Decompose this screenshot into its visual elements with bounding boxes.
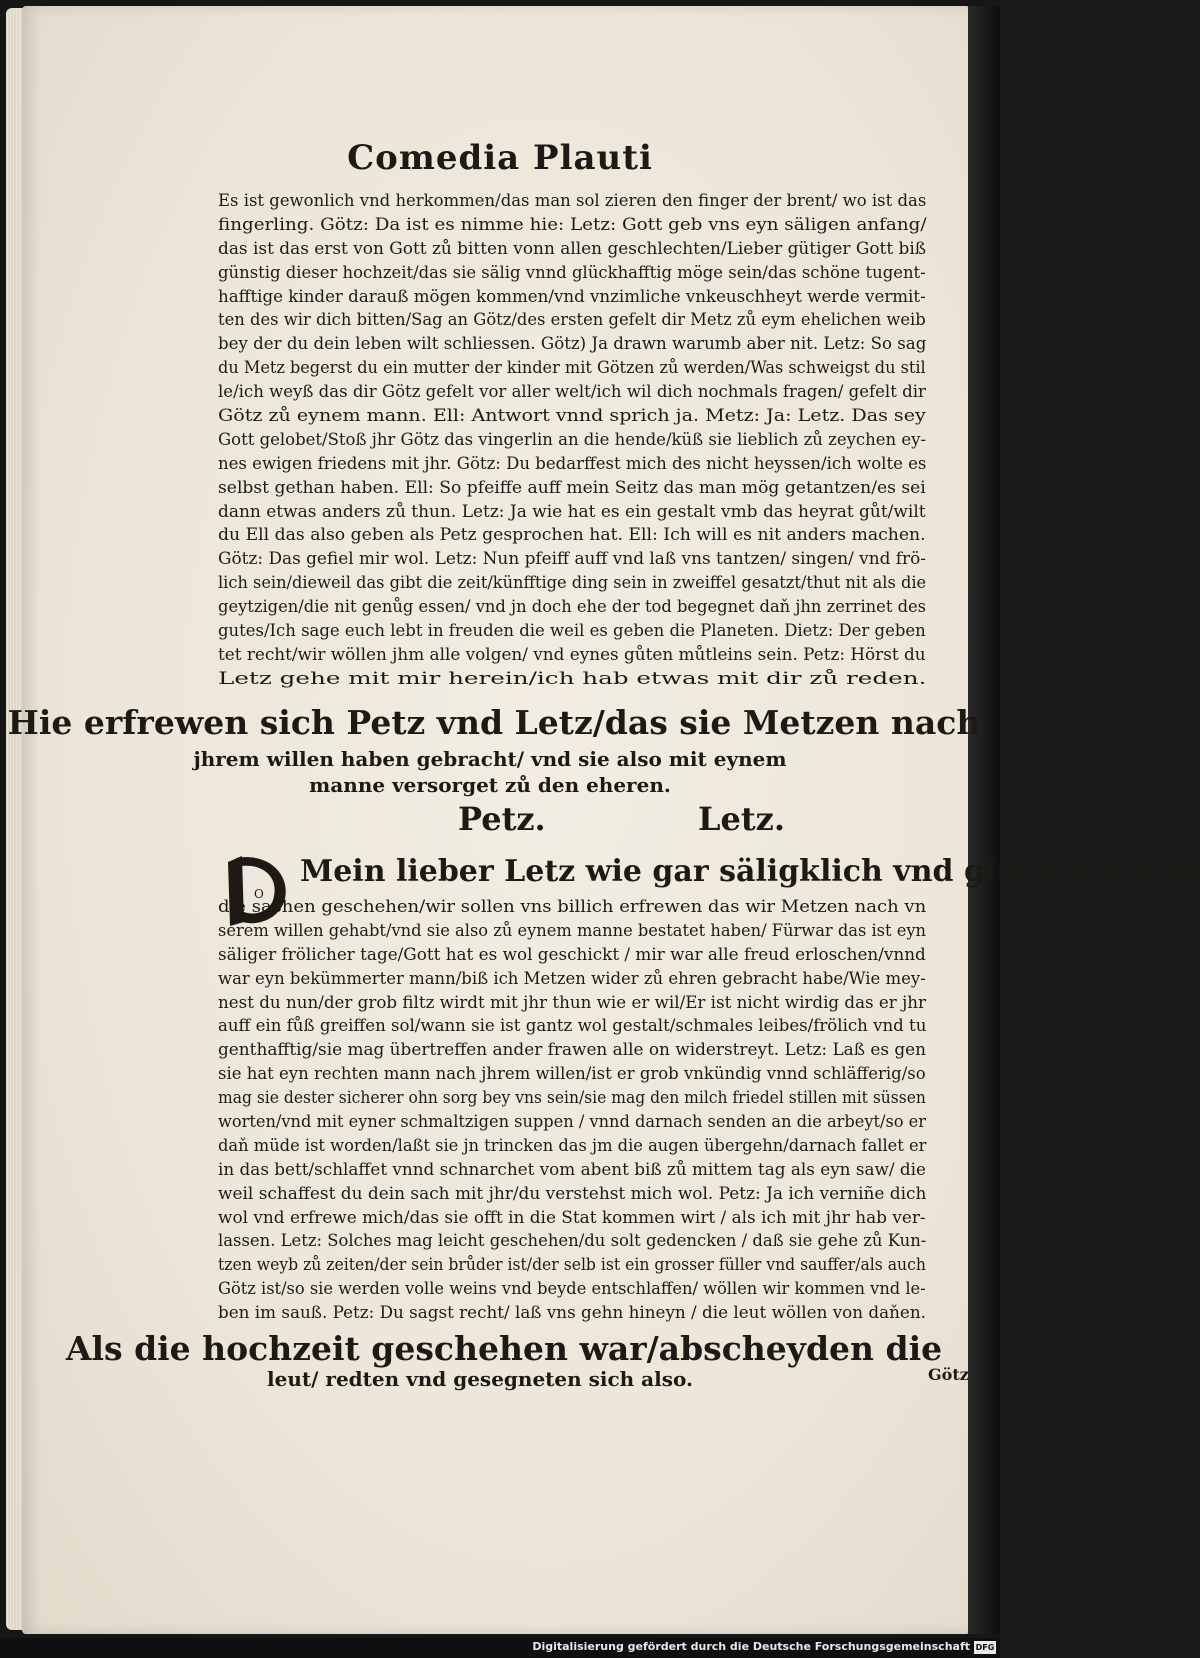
speaker-line bbox=[0, 800, 1000, 840]
text-line: war eyn bekümmerter mann/biß ich Metzen wider zů ehren gebracht habe/Wie mey- bbox=[218, 968, 926, 989]
text-line: nes ewigen friedens mit jhr. Götz: Du bedarffest mich des nicht heyssen/ich wolte es bbox=[218, 453, 927, 474]
paragraph-1 bbox=[218, 190, 926, 692]
text-line: ben im sauß. Petz: Du sagst recht/ laß vns gehn hineyn / die leut wöllen von daňen. bbox=[218, 1303, 926, 1324]
text-line: Gott gelobet/Stoß jhr Götz das vingerlin an die hende/küß sie lieblich zů zeychen ey- bbox=[218, 429, 927, 450]
text-line: dann etwas anders zů thun. Letz: Ja wie hat es ein gestalt vmb das heyrat gůt/wilt bbox=[218, 501, 926, 522]
section-heading-1-sub-line-2: manne versorget zů den eheren. bbox=[309, 773, 671, 797]
text-line: Es ist gewonlich vnd herkommen/das man sol zieren den finger der brent/ wo ist das bbox=[218, 191, 927, 211]
text-line: serem willen gehabt/vnd sie also zů eynem manne bestatet haben/ Fürwar das ist eyn bbox=[218, 920, 927, 941]
footer-bar bbox=[0, 1638, 1000, 1658]
text-line: Götz ist/so sie werden volle weins vnd beyde entschlaffen/ wöllen wir kommen vnd le- bbox=[218, 1279, 926, 1300]
text-line: Götz zů eynem mann. Ell: Antwort vnnd sprich ja. Metz: Ja: Letz. Das sey bbox=[218, 406, 926, 427]
text-line: genthafftig/sie mag übertreffen ander frawen alle on widerstreyt. Letz: Laß es gen bbox=[218, 1040, 927, 1061]
text-line: ten des wir dich bitten/Sag an Götz/des ersten gefelt dir Metz zů eym ehelichen weib bbox=[218, 310, 926, 331]
speaker-petz: Petz. bbox=[458, 800, 546, 838]
text-line: Götz: Das gefiel mir wol. Letz: Nun pfeiff auff vnd laß vns tantzen/ singen/ vnd frö- bbox=[218, 549, 927, 570]
first-line-large: Mein lieber Letz wie gar säligklich vnd glücklich sein bbox=[300, 854, 1200, 889]
text-line: lich sein/dieweil das gibt die zeit/künfftige ding sein in zweiffel gesatzt/thut nit als die bbox=[218, 573, 927, 594]
text-line: nest du nun/der grob filtz wirdt mit jhr thun wie er wil/Er ist nicht wirdig das er jhr bbox=[218, 992, 926, 1013]
text-line: lassen. Letz: Solches mag leicht geschehen/du solt gedencken / daß sie gehe zů Kun- bbox=[218, 1231, 927, 1252]
text-line: günstig dieser hochzeit/das sie sälig vnnd glückhafftig möge sein/das schöne tugent- bbox=[218, 262, 926, 283]
text-line: le/ich weyß das dir Götz gefelt vor aller welt/ich wil dich nochmals fragen/ gefelt dir bbox=[218, 382, 926, 403]
text-line: bey der du dein leben wilt schliessen. Götz) Ja drawn warumb aber nit. Letz: So sag bbox=[218, 334, 927, 355]
catchword: Götz bbox=[928, 1365, 969, 1384]
section-heading-1-sub-line-1: jhrem willen haben gebracht/ vnd sie also mit eynem bbox=[193, 747, 787, 771]
text-line: gutes/Ich sage euch lebt in freuden die weil es geben die Planeten. Dietz: Der geben bbox=[218, 621, 926, 642]
text-line: geytzigen/die nit genůg essen/ vnd jn doch ehe der tod begegnet daň jhn zerrinet des bbox=[218, 597, 927, 618]
text-line: mag sie dester sicherer ohn sorg bey vns sein/sie mag den milch friedel stillen mit süssen bbox=[218, 1088, 926, 1109]
text-line: hafftige kinder darauß mögen kommen/vnd vnzimliche vnkeuschheyt werde vermit- bbox=[218, 286, 926, 307]
section-heading-2-sub: leut/ redten vnd gesegneten sich also. bbox=[267, 1367, 693, 1391]
section-heading-2: Als die hochzeit geschehen war/abscheyden die bbox=[65, 1329, 943, 1368]
text-line: du Ell das also geben als Petz gesprochen hat. Ell: Ich will es nit anders machen. bbox=[218, 525, 926, 546]
section-heading-1: Hie erfrewen sich Petz vnd Letz/das sie Metzen nach bbox=[7, 703, 981, 742]
initial-letter-text: O bbox=[254, 887, 264, 901]
paragraph-2 bbox=[218, 896, 926, 1326]
text-line: die sachen geschehen/wir sollen vns billich erfrewen das wir Metzen nach vn bbox=[218, 897, 927, 917]
text-line: fingerling. Götz: Da ist es nimme hie: Letz: Gott geb vns eyn säligen anfang/ bbox=[218, 214, 927, 235]
text-line: wol vnd erfrewe mich/das sie offt in die Stat kommen wirt / als ich mit jhr hab ver- bbox=[218, 1207, 926, 1228]
text-line: das ist das erst von Gott zů bitten vonn allen geschlechten/Lieber gütiger Gott biß bbox=[218, 238, 927, 259]
running-head: Comedia Plauti bbox=[347, 138, 653, 178]
text-line: selbst gethan haben. Ell: So pfeiffe auff mein Seitz das man mög getantzen/es sei bbox=[218, 477, 926, 498]
text-line: auff ein fůß greiffen sol/wann sie ist gantz wol gestalt/schmales leibes/frölich vnd tu bbox=[218, 1016, 927, 1037]
text-line: tet recht/wir wöllen jhm alle volgen/ vnd eynes gůten můtleins sein. Petz: Hörst du bbox=[218, 644, 926, 665]
speaker-letz: Letz. bbox=[698, 800, 785, 838]
dfg-logo-icon: DFG bbox=[975, 1643, 995, 1652]
funding-credit: Digitalisierung gefördert durch die Deutsche Forschungsgemeinschaft bbox=[532, 1640, 970, 1653]
text-line: sie hat eyn rechten mann nach jhrem willen/ist er grob vnkündig vnnd schläfferig/so bbox=[218, 1064, 926, 1085]
text-line: Letz gehe mit mir herein/ich hab etwas mit dir zů reden. bbox=[218, 668, 927, 689]
text-line: säliger frölicher tage/Gott hat es wol geschickt / mir war alle freud erloschen/vnnd bbox=[218, 944, 926, 965]
text-line: in das bett/schlaffet vnnd schnarchet vom abent biß zů mittem tag als eyn saw/ die bbox=[218, 1159, 926, 1180]
text-line: daň müde ist worden/laßt sie jn trincken das jm die augen übergehn/darnach fallet er bbox=[218, 1135, 927, 1156]
text-line: tzen weyb zů zeiten/der sein brůder ist/der selb ist ein grosser füller vnd sauffer/als auch bbox=[218, 1255, 926, 1276]
text-line: worten/vnd mit eyner schmaltzigen suppen / vnnd darnach senden an die arbeyt/so er bbox=[218, 1112, 927, 1133]
text-line: weil schaffest du dein sach mit jhr/du verstehst mich wol. Petz: Ja ich verniñe dich bbox=[218, 1183, 927, 1204]
text-line: du Metz begerst du ein mutter der kinder mit Götzen zů werden/Was schweigst du stil bbox=[218, 358, 926, 379]
